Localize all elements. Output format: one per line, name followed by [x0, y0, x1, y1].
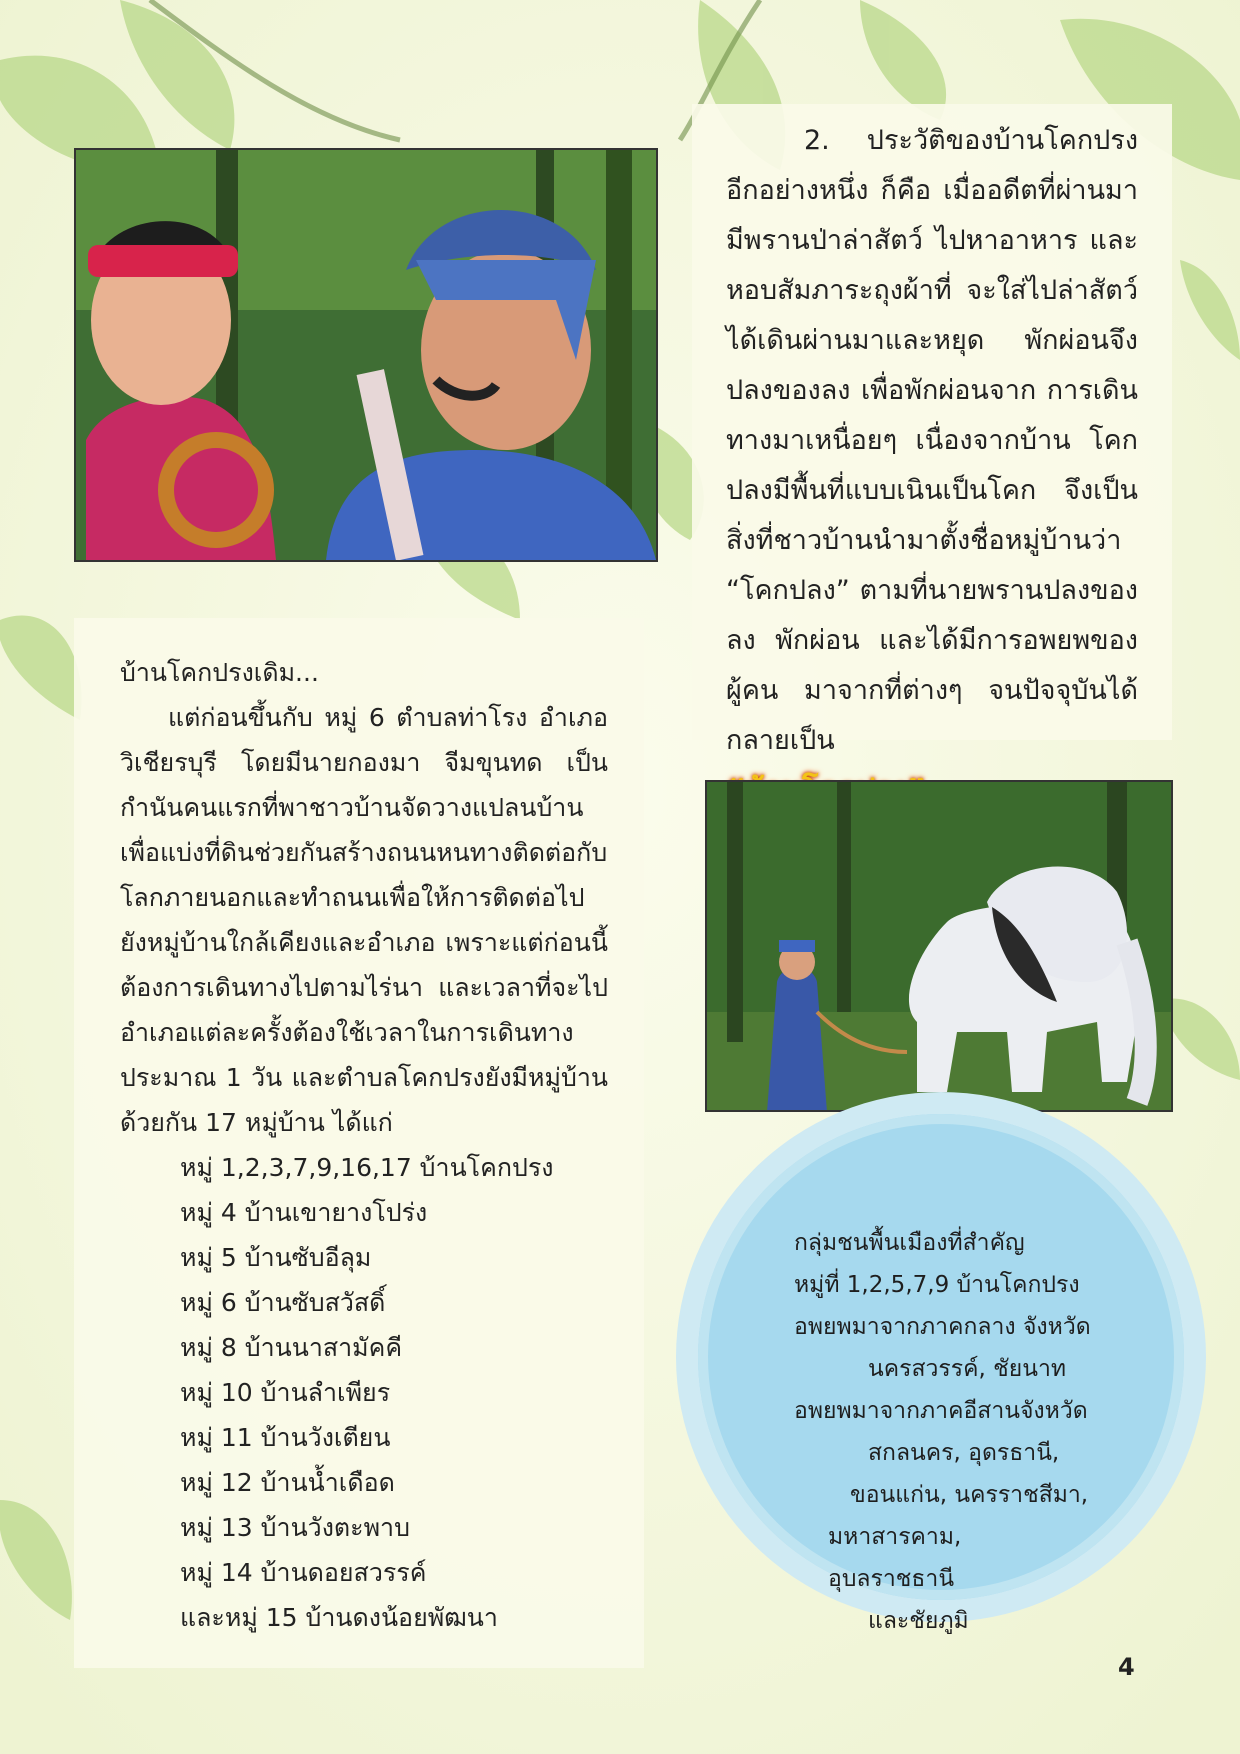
village-item: หมู่ 5 บ้านซับอีลุม: [180, 1243, 372, 1272]
ethnic-groups-line: สกลนคร, อุดรธานี,: [868, 1440, 1060, 1466]
village-item: หมู่ 8 บ้านนาสามัคคี: [180, 1333, 403, 1362]
history-body: แต่ก่อนขึ้นกับ หมู่ 6 ตำบลท่าโรง อำเภอวิเชียรบุรี โดยมีนายกองมา จีมขุนทด เป็นกำนันคนแรกที่พาชาวบ้านจัดวางแปลนบ้านเพื่อแบ่งที่ดินช่วยกันสร้างถนนหนทางติดต่อกับโลกภายนอกและทำถนนเพื่อให้การติดต่อไปยังหมู่บ้านใกล้เคียงและอำเภอ เพราะแต่ก่อนนี้ต้องการเดินทางไปตามไร่นา และเวลาที่จะไปอำเภอแต่ละครั้งต้องใช้เวลาในการเดินทาง ประมาณ 1 วัน และตำบลโคกปรงยังมีหมู่บ้านด้วยกัน 17 หมู่บ้าน ได้แก่: [120, 703, 608, 1137]
ethnic-groups-line: และชัยภูมิ: [868, 1608, 969, 1634]
hunters-in-forest-illustration-icon: [76, 150, 656, 560]
ethnic-groups-line: ขอนแก่น, นครราชสีมา,: [850, 1482, 1089, 1508]
story-text: [726, 116, 1138, 817]
village-item: หมู่ 12 บ้านน้ำเดือด: [180, 1468, 395, 1497]
village-item: และหมู่ 15 บ้านดงน้อยพัฒนา: [180, 1603, 498, 1632]
ethnic-groups-badge: [676, 1092, 1206, 1634]
ethnic-groups-line: หมู่ที่ 1,2,5,7,9 บ้านโคกปรง: [794, 1272, 1080, 1298]
hunter-with-white-elephant-illustration-icon: [707, 782, 1171, 1110]
ethnic-groups-text: [794, 1222, 1094, 1642]
page-number: 4: [1118, 1653, 1135, 1681]
ethnic-groups-line: มหาสารคาม, อุบลราชธานี: [828, 1524, 962, 1592]
village-item: หมู่ 10 บ้านลำเพียร: [180, 1378, 391, 1407]
village-item: หมู่ 1,2,3,7,9,16,17 บ้านโคกปรง: [180, 1153, 554, 1182]
village-item: หมู่ 11 บ้านวังเตียน: [180, 1423, 391, 1452]
story-paragraph: 2. ประวัติของบ้านโคกปรงอีกอย่างหนึ่ง ก็คือ เมื่ออดีตที่ผ่านมา มีพรานป่าล่าสัตว์ ไปหาอาหาร และหอบสัมภาระถุงผ้าที่ จะใส่ไปล่าสัตว์ ได้เดินผ่านมาและหยุด พักผ่อนจึงปลงของลง เพื่อพักผ่อนจาก การเดินทางมาเหนื่อยๆ เนื่องจากบ้าน โคกปลงมีพื้นที่แบบเนินเป็นโคก จึงเป็น สิ่งที่ชาวบ้านนำมาตั้งชื่อหมู่บ้านว่า “โคกปลง” ตามที่นายพรานปลงของลง พักผ่อน และได้มีการอพยพของผู้คน มาจากที่ต่างๆ จนปัจจุบันได้กลายเป็น: [726, 125, 1138, 756]
village-item: หมู่ 14 บ้านดอยสวรรค์: [180, 1558, 427, 1587]
ethnic-groups-line: กลุ่มชนพื้นเมืองที่สำคัญ: [794, 1230, 1025, 1256]
ethnic-groups-line: อพยพมาจากภาคกลาง จังหวัด: [794, 1314, 1091, 1340]
hunters-illustration: [74, 148, 658, 562]
ethnic-groups-line: นครสวรรค์, ชัยนาท: [868, 1356, 1067, 1382]
elephant-illustration: [705, 780, 1173, 1112]
history-section: [120, 650, 608, 1640]
village-item: หมู่ 13 บ้านวังตะพาบ: [180, 1513, 410, 1542]
village-item: หมู่ 4 บ้านเขายางโปร่ง: [180, 1198, 428, 1227]
history-heading: บ้านโคกปรงเดิม...: [120, 658, 319, 687]
village-list: [120, 1145, 608, 1640]
ethnic-groups-line: อพยพมาจากภาคอีสานจังหวัด: [794, 1398, 1088, 1424]
village-item: หมู่ 6 บ้านซับสวัสดิ์: [180, 1288, 386, 1317]
